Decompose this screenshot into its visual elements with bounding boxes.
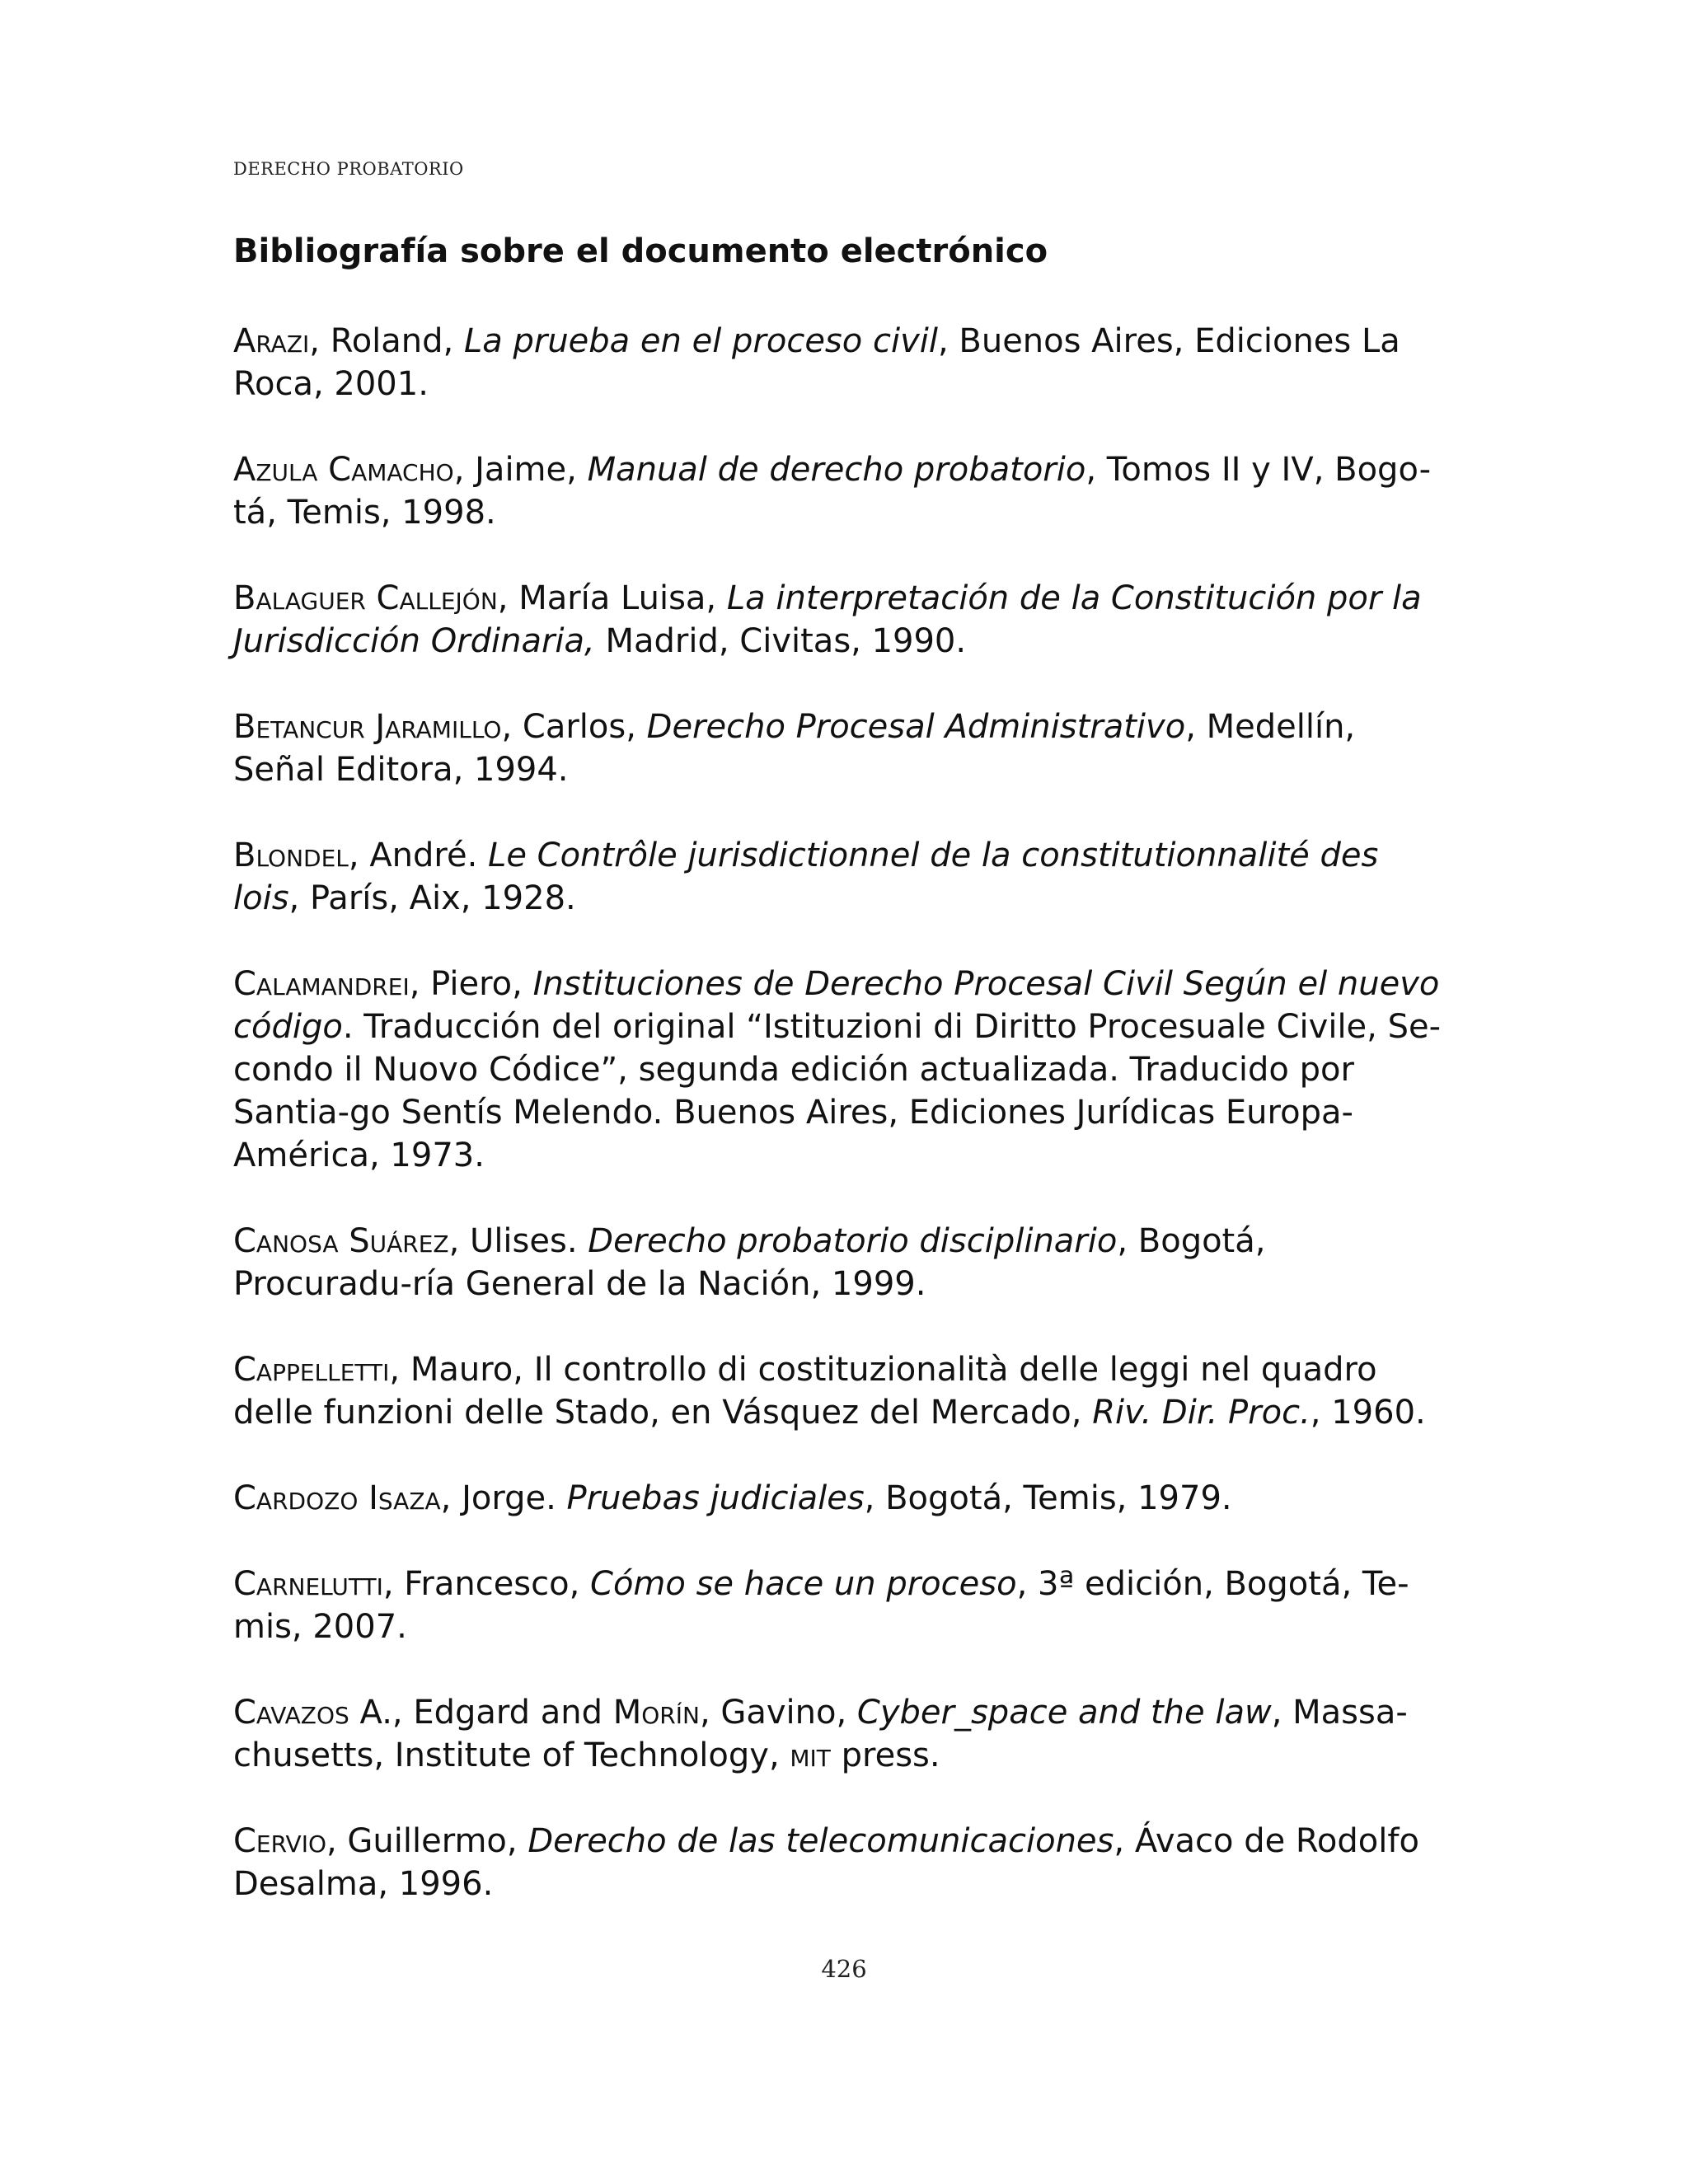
bibliography-entry (233, 1563, 1453, 1648)
entry-text: , Francesco, (382, 1565, 591, 1603)
bibliography-entry (233, 577, 1453, 663)
bibliography-entry (233, 1691, 1453, 1777)
entry-text: , Jaime, (453, 451, 588, 489)
work-title: Derecho probatorio disciplinario (588, 1222, 1118, 1260)
entry-text: , Guillermo, (326, 1822, 528, 1860)
section-title: Bibliografía sobre el documento electrónico (233, 232, 1048, 270)
entry-text: , Roland, (309, 322, 464, 360)
entry-text: press. (830, 1736, 940, 1774)
entry-text: Madrid, Civitas, 1990. (594, 622, 967, 660)
entry-text: , Piero, (409, 965, 533, 1003)
entry-text: , Jorge. (440, 1479, 567, 1517)
work-title: Derecho de las telecomunicaciones (528, 1822, 1114, 1860)
work-title: Cómo se hace un proceso (590, 1565, 1017, 1603)
author-surname: Cappelletti (233, 1351, 390, 1389)
entry-text: , Gavino, (699, 1694, 857, 1732)
work-title: Le Contrôle jurisdictionnel de la constitutionnalité des lois (233, 837, 1379, 917)
bibliography-entry (233, 320, 1453, 405)
entry-text: , Ávaco de Rodolfo Desalma, 1996. (233, 1822, 1419, 1903)
bibliography-list (233, 320, 1453, 1948)
entry-text: , Tomos II y IV, Bogo-tá, Temis, 1998. (233, 451, 1432, 532)
entry-text: , París, Aix, 1928. (288, 879, 576, 917)
author-surname: Cardozo Isaza (233, 1479, 441, 1517)
bibliography-entry (233, 1820, 1453, 1905)
author-surname: Cavazos (233, 1694, 349, 1732)
author-surname: Balaguer Callejón (233, 579, 498, 617)
entry-text: A., Edgard and (349, 1694, 613, 1732)
author-surname: Arazi (233, 322, 310, 360)
bibliography-entry (233, 705, 1453, 791)
bibliography-entry (233, 1220, 1453, 1305)
work-title: La prueba en el proceso civil (463, 322, 938, 360)
author-surname: Betancur Jaramillo (233, 708, 502, 746)
bibliography-entry (233, 963, 1453, 1177)
entry-text: , 1960. (1310, 1394, 1426, 1432)
bibliography-entry (233, 1348, 1453, 1434)
entry-text: , Ulises. (448, 1222, 588, 1260)
entry-text: , Buenos Aires, Ediciones La Roca, 2001. (233, 322, 1400, 403)
page-number: 426 (821, 1955, 867, 1983)
publisher-abbreviation: mit (790, 1736, 831, 1774)
work-title: Riv. Dir. Proc. (1092, 1394, 1311, 1432)
work-title: Manual de derecho probatorio (587, 451, 1086, 489)
author-surname: Blondel (233, 837, 349, 874)
entry-text: , María Luisa, (497, 579, 727, 617)
entry-text: , Massa-chusetts, Institute of Technology, (233, 1694, 1408, 1774)
entry-text: , 3ª edición, Bogotá, Te-mis, 2007. (233, 1565, 1409, 1646)
author-surname: Azula Camacho (233, 451, 454, 489)
author-surname: Canosa Suárez (233, 1222, 449, 1260)
entry-text: , Carlos, (501, 708, 647, 746)
author-surname: Cervio (233, 1822, 326, 1860)
entry-text: , André. (348, 837, 489, 874)
entry-text: , Bogotá, Procuradu-ría General de la Nación, 1999. (233, 1222, 1266, 1303)
work-title: Instituciones de Derecho Procesal Civil Según el nuevo código (233, 965, 1440, 1046)
entry-text: , Bogotá, Temis, 1979. (864, 1479, 1232, 1517)
work-title: La interpretación de la Constitución por la Jurisdicción Ordinaria, (233, 579, 1422, 660)
work-title: Cyber_space and the law (856, 1694, 1272, 1732)
entry-text: , Medellín, Señal Editora, 1994. (233, 708, 1356, 789)
entry-text: . Traducción del original “Istituzioni di Diritto Procesuale Civile, Se-condo il Nuovo Códice”, segunda edición actualizada. Traducido por Santia-go Sentís Melendo. Buenos Aires, Ediciones Jurídicas Europa-América, 1973. (233, 1008, 1442, 1174)
running-header: DERECHO PROBATORIO (233, 159, 464, 179)
author-surname: Morín (612, 1694, 700, 1732)
work-title: Derecho Procesal Administrativo (646, 708, 1186, 746)
bibliography-entry (233, 834, 1453, 920)
bibliography-entry (233, 448, 1453, 534)
bibliography-entry (233, 1477, 1453, 1520)
author-surname: Carnelutti (233, 1565, 383, 1603)
entry-text: , Mauro, Il controllo di costituzionalità delle leggi nel quadro delle funzioni delle Stado, en Vásquez del Mercado, (233, 1351, 1377, 1432)
author-surname: Calamandrei (233, 965, 410, 1003)
work-title: Pruebas judiciales (566, 1479, 865, 1517)
